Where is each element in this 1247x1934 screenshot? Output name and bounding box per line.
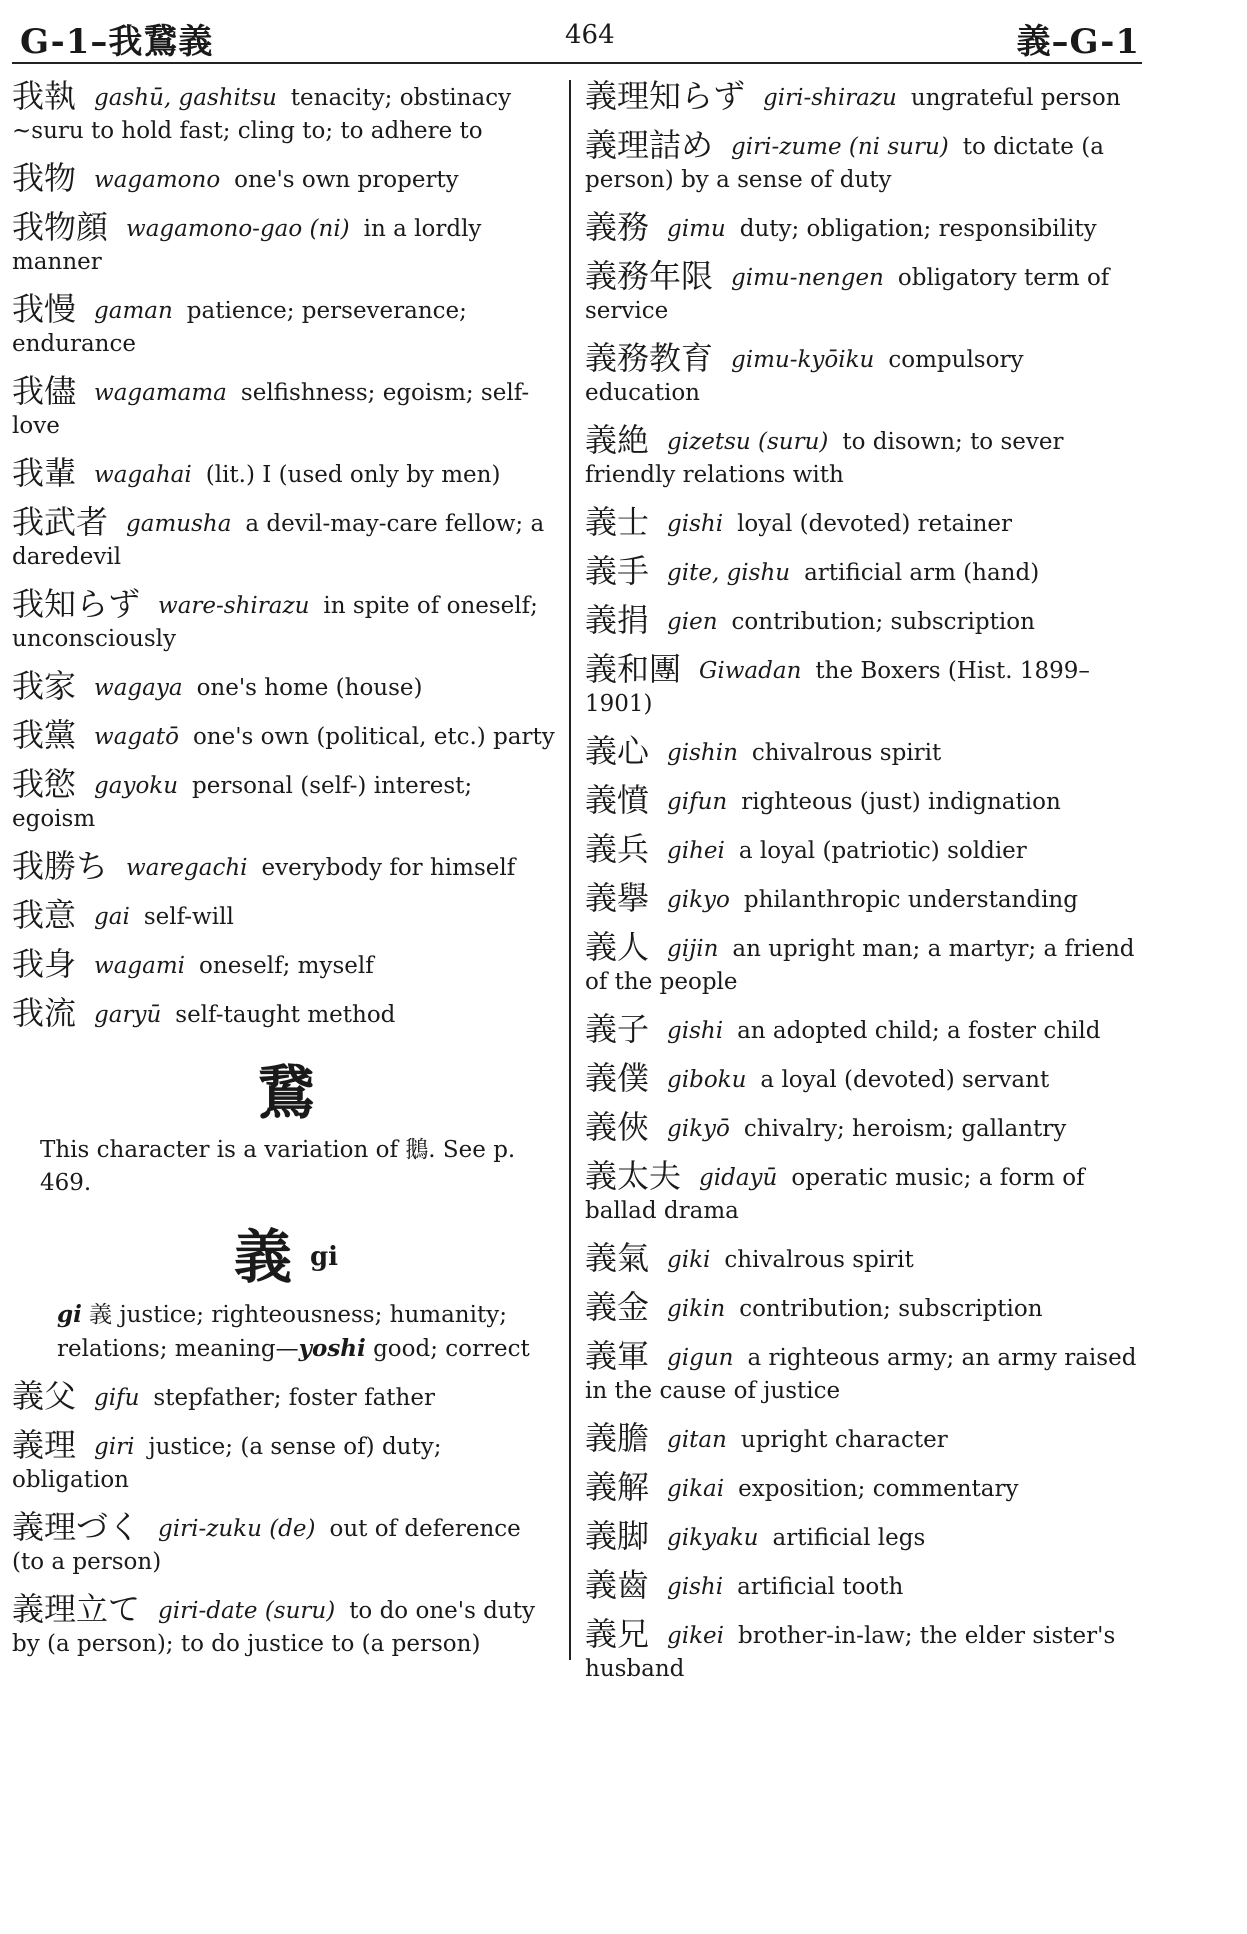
entry-romaji: giri-zume (ni suru): [731, 134, 949, 160]
entry-definition: to do one's duty by (a person); to do justice to (a person): [12, 1598, 535, 1657]
header-rule: [12, 62, 1142, 64]
entry-kanji: 義子: [585, 1010, 650, 1048]
entry-romaji: gikyo: [667, 887, 730, 913]
entry-definition: exposition; commentary: [738, 1476, 1019, 1502]
entry-kanji: 我輩: [12, 454, 77, 492]
entry-kanji: 我流: [12, 994, 77, 1032]
entry-romaji: wagahai: [94, 462, 192, 488]
entry-definition: patience; perseverance; endurance: [12, 298, 467, 357]
entry-romaji: gifun: [667, 789, 728, 815]
entry-romaji: gishin: [667, 740, 738, 766]
gi-intro: [12, 1298, 560, 1366]
dictionary-entry: [585, 208, 1140, 246]
entry-romaji: gijin: [667, 936, 719, 962]
entry-definition: in spite of oneself; unconsciously: [12, 593, 538, 652]
section-kanji-gi: 義: [233, 1223, 292, 1291]
entry-definition: an adopted child; a foster child: [737, 1018, 1101, 1044]
dictionary-entry: [12, 716, 560, 754]
entry-definition: a devil-may-care fellow; a daredevil: [12, 511, 545, 570]
entry-kanji: 義心: [585, 732, 650, 770]
entry-definition: to dictate (a person) by a sense of duty: [585, 134, 1104, 193]
entry-romaji: gashū, gashitsu: [94, 85, 277, 111]
entry-definition: ungrateful person: [910, 85, 1121, 111]
entry-romaji: gimu: [667, 216, 726, 242]
entry-romaji: wagamama: [94, 380, 227, 406]
entry-definition: artificial legs: [772, 1525, 926, 1551]
gi-intro-text1: justice; righteousness; humanity; relations; meaning—: [57, 1302, 507, 1362]
entry-kanji: 我身: [12, 945, 77, 983]
page-header: [20, 6, 1140, 62]
entry-romaji: Giwadan: [699, 658, 802, 684]
entry-definition: everybody for himself: [261, 855, 516, 881]
entry-kanji: 我物顔: [12, 208, 109, 246]
dictionary-entry: [12, 1377, 560, 1415]
dictionary-entry: [585, 1108, 1140, 1146]
entry-kanji: 義理知らず: [585, 77, 746, 115]
dictionary-entry: [12, 945, 560, 983]
dictionary-entry: [12, 1590, 560, 1661]
dictionary-entry: [585, 257, 1140, 328]
entry-definition: in a lordly manner: [12, 216, 482, 275]
entry-definition: one's own (political, etc.) party: [192, 724, 555, 750]
dictionary-entry: [585, 1157, 1140, 1228]
entry-romaji: gigun: [667, 1345, 734, 1371]
entry-romaji: gien: [667, 609, 718, 635]
entry-kanji: 義絶: [585, 421, 650, 459]
entry-definition: one's own property: [234, 167, 459, 193]
dictionary-entry: [12, 585, 560, 656]
entry-romaji: giri: [94, 1434, 135, 1460]
entry-definition: an upright man; a martyr; a friend of the people: [585, 936, 1135, 995]
entry-romaji: ware-shirazu: [158, 593, 310, 619]
dictionary-entry: [12, 77, 560, 148]
dictionary-entry: [12, 290, 560, 361]
entry-romaji: gishi: [667, 1574, 724, 1600]
dictionary-entry: [12, 1508, 560, 1579]
entry-definition: oneself; myself: [199, 953, 374, 979]
entry-romaji: gikyaku: [667, 1525, 759, 1551]
entry-kanji: 義脚: [585, 1517, 650, 1555]
entry-kanji: 義兵: [585, 830, 650, 868]
dictionary-entry: [12, 372, 560, 443]
entry-romaji: gizetsu (suru): [667, 429, 829, 455]
entry-kanji: 義務教育: [585, 339, 714, 377]
entry-romaji: wagamono: [94, 167, 221, 193]
entry-romaji: gimu-kyōiku: [731, 347, 875, 373]
entry-romaji: gite, gishu: [667, 560, 791, 586]
entry-romaji: wagaya: [94, 675, 183, 701]
entry-kanji: 我執: [12, 77, 77, 115]
dictionary-entry: [585, 1419, 1140, 1457]
entry-definition: chivalrous spirit: [724, 1247, 914, 1273]
gi-intro-kanji: 義: [89, 1302, 113, 1328]
entry-kanji: 義齒: [585, 1566, 650, 1604]
entry-romaji: gayoku: [94, 773, 179, 799]
entry-romaji: gikai: [667, 1476, 725, 1502]
entry-definition: tenacity; obstinacy ~suru to hold fast; cling to; to adhere to: [12, 85, 512, 144]
dictionary-entry: [585, 339, 1140, 410]
entry-kanji: 我慢: [12, 290, 77, 328]
entry-definition: artificial arm (hand): [804, 560, 1040, 586]
entry-romaji: giki: [667, 1247, 711, 1273]
entry-romaji: giboku: [667, 1067, 747, 1093]
right-column: [585, 77, 1140, 1700]
dictionary-entry: [12, 159, 560, 197]
entry-kanji: 義軍: [585, 1337, 650, 1375]
entry-romaji: gishi: [667, 1018, 724, 1044]
dictionary-entry: [585, 830, 1140, 868]
dictionary-entry: [12, 503, 560, 574]
entry-definition: one's home (house): [196, 675, 423, 701]
dictionary-entry: [12, 896, 560, 934]
entry-definition: philanthropic understanding: [743, 887, 1078, 913]
entry-definition: compulsory education: [585, 347, 1024, 406]
section-reading-gi: gi: [309, 1242, 339, 1272]
entry-romaji: gishi: [667, 511, 724, 537]
entry-romaji: gidayū: [699, 1165, 778, 1191]
dictionary-entry: [585, 1288, 1140, 1326]
section-heading-ga: [12, 1046, 560, 1130]
gi-intro-yoshi: yoshi: [298, 1335, 366, 1362]
gi-intro-text2: good; correct: [373, 1336, 530, 1362]
dictionary-entry: [585, 1517, 1140, 1555]
entry-kanji: 我意: [12, 896, 77, 934]
dictionary-entry: [12, 847, 560, 885]
entry-romaji: gimu-nengen: [731, 265, 884, 291]
entry-kanji: 我知らず: [12, 585, 141, 623]
dictionary-entry: [585, 503, 1140, 541]
dictionary-entry: [12, 667, 560, 705]
dictionary-entry: [585, 928, 1140, 999]
dictionary-entry: [585, 1615, 1140, 1686]
entry-definition: personal (self-) interest; egoism: [12, 773, 473, 832]
entry-definition: operatic music; a form of ballad drama: [585, 1165, 1085, 1224]
entry-definition: contribution; subscription: [739, 1296, 1043, 1322]
entry-definition: a righteous army; an army raised in the cause of justice: [585, 1345, 1137, 1404]
dictionary-entry: [585, 1566, 1140, 1604]
page-number: 464: [565, 20, 615, 50]
variation-note: This character is a variation of 鵝. See p. 469.: [40, 1137, 516, 1196]
entry-romaji: giri-zuku (de): [158, 1516, 316, 1542]
entry-kanji: 義手: [585, 552, 650, 590]
entry-kanji: 我武者: [12, 503, 109, 541]
entry-romaji: giri-shirazu: [763, 85, 897, 111]
entry-definition: out of deference (to a person): [12, 1516, 521, 1575]
entry-romaji: wagamono-gao (ni): [126, 216, 350, 242]
entry-kanji: 義理立て: [12, 1590, 141, 1628]
entry-kanji: 義金: [585, 1288, 650, 1326]
dictionary-entry: [12, 1426, 560, 1497]
entry-romaji: gikyō: [667, 1116, 730, 1142]
entry-kanji: 義解: [585, 1468, 650, 1506]
header-right-guide: 義–G-1: [1016, 22, 1140, 62]
left-column: [12, 77, 560, 1675]
dictionary-entry: [585, 1337, 1140, 1408]
entry-kanji: 我慾: [12, 765, 77, 803]
dictionary-entry: [585, 77, 1140, 115]
dictionary-entry: [585, 601, 1140, 639]
entry-kanji: 我黨: [12, 716, 77, 754]
gi-intro-lead: gi: [57, 1301, 82, 1328]
entry-definition: self-will: [143, 904, 234, 930]
entry-kanji: 義俠: [585, 1108, 650, 1146]
entry-romaji: gifu: [94, 1385, 140, 1411]
entry-romaji: gaman: [94, 298, 173, 324]
dictionary-entry: [585, 421, 1140, 492]
dictionary-entry: [585, 1239, 1140, 1277]
dictionary-entry: [585, 1059, 1140, 1097]
dictionary-entry: [585, 552, 1140, 590]
entry-definition: contribution; subscription: [731, 609, 1035, 635]
entry-romaji: gai: [94, 904, 130, 930]
dictionary-entry: [585, 732, 1140, 770]
entry-romaji: gikin: [667, 1296, 726, 1322]
entry-kanji: 義僕: [585, 1059, 650, 1097]
left-entries: [12, 77, 560, 1032]
section-heading-gi: [12, 1210, 560, 1294]
header-left-guide: G-1–我鵞義: [20, 22, 214, 62]
entry-kanji: 義氣: [585, 1239, 650, 1277]
entry-romaji: gihei: [667, 838, 725, 864]
entry-kanji: 義父: [12, 1377, 77, 1415]
entry-kanji: 義憤: [585, 781, 650, 819]
dictionary-entry: [585, 1468, 1140, 1506]
entry-kanji: 義理: [12, 1426, 77, 1464]
entry-kanji: 義捐: [585, 601, 650, 639]
entry-kanji: 義和團: [585, 650, 682, 688]
entry-kanji: 義膽: [585, 1419, 650, 1457]
entry-romaji: waregachi: [126, 855, 248, 881]
dictionary-entry: [12, 208, 560, 279]
entry-definition: selfishness; egoism; self-love: [12, 380, 530, 439]
right-entries: [585, 77, 1140, 1686]
entry-definition: self-taught method: [175, 1002, 396, 1028]
entry-romaji: gamusha: [126, 511, 232, 537]
section-kanji-ga: 鵞: [256, 1059, 315, 1127]
entry-definition: artificial tooth: [737, 1574, 904, 1600]
entry-kanji: 義理づく: [12, 1508, 141, 1546]
entry-romaji: giri-date (suru): [158, 1598, 336, 1624]
dictionary-entry: [585, 126, 1140, 197]
entry-romaji: wagami: [94, 953, 186, 979]
entry-definition: a loyal (devoted) servant: [760, 1067, 1050, 1093]
entry-kanji: 義擧: [585, 879, 650, 917]
entry-definition: stepfather; foster father: [153, 1385, 435, 1411]
dictionary-entry: [585, 781, 1140, 819]
entry-romaji: garyū: [94, 1002, 162, 1028]
entry-kanji: 我勝ち: [12, 847, 109, 885]
entry-definition: the Boxers (Hist. 1899–1901): [585, 658, 1090, 717]
entry-kanji: 我儘: [12, 372, 77, 410]
entry-definition: justice; (a sense of) duty; obligation: [12, 1434, 442, 1493]
left-gi-entries: [12, 1377, 560, 1661]
entry-kanji: 義理詰め: [585, 126, 714, 164]
entry-definition: righteous (just) indignation: [741, 789, 1061, 815]
column-divider: [569, 80, 571, 1660]
entry-definition: (lit.) I (used only by men): [205, 462, 501, 488]
dictionary-entry: [585, 879, 1140, 917]
dictionary-entry: [12, 765, 560, 836]
entry-kanji: 我物: [12, 159, 77, 197]
dictionary-entry: [585, 650, 1140, 721]
entry-kanji: 義務年限: [585, 257, 714, 295]
entry-definition: chivalry; heroism; gallantry: [743, 1116, 1067, 1142]
entry-romaji: gikei: [667, 1623, 724, 1649]
entry-kanji: 義士: [585, 503, 650, 541]
dictionary-entry: [12, 454, 560, 492]
entry-definition: to disown; to sever friendly relations with: [585, 429, 1064, 488]
entry-romaji: gitan: [667, 1427, 727, 1453]
entry-kanji: 義務: [585, 208, 650, 246]
entry-kanji: 義太夫: [585, 1157, 682, 1195]
entry-definition: chivalrous spirit: [751, 740, 942, 766]
entry-definition: obligatory term of service: [585, 265, 1110, 324]
entry-definition: brother-in-law; the elder sister's husband: [585, 1623, 1116, 1682]
entry-kanji: 義人: [585, 928, 650, 966]
entry-definition: loyal (devoted) retainer: [737, 511, 1012, 537]
entry-kanji: 我家: [12, 667, 77, 705]
entry-kanji: 義兄: [585, 1615, 650, 1653]
entry-definition: upright character: [740, 1427, 948, 1453]
entry-definition: duty; obligation; responsibility: [739, 216, 1097, 242]
entry-romaji: wagatō: [94, 724, 179, 750]
entry-definition: a loyal (patriotic) soldier: [738, 838, 1027, 864]
dictionary-entry: [585, 1010, 1140, 1048]
dictionary-entry: [12, 994, 560, 1032]
